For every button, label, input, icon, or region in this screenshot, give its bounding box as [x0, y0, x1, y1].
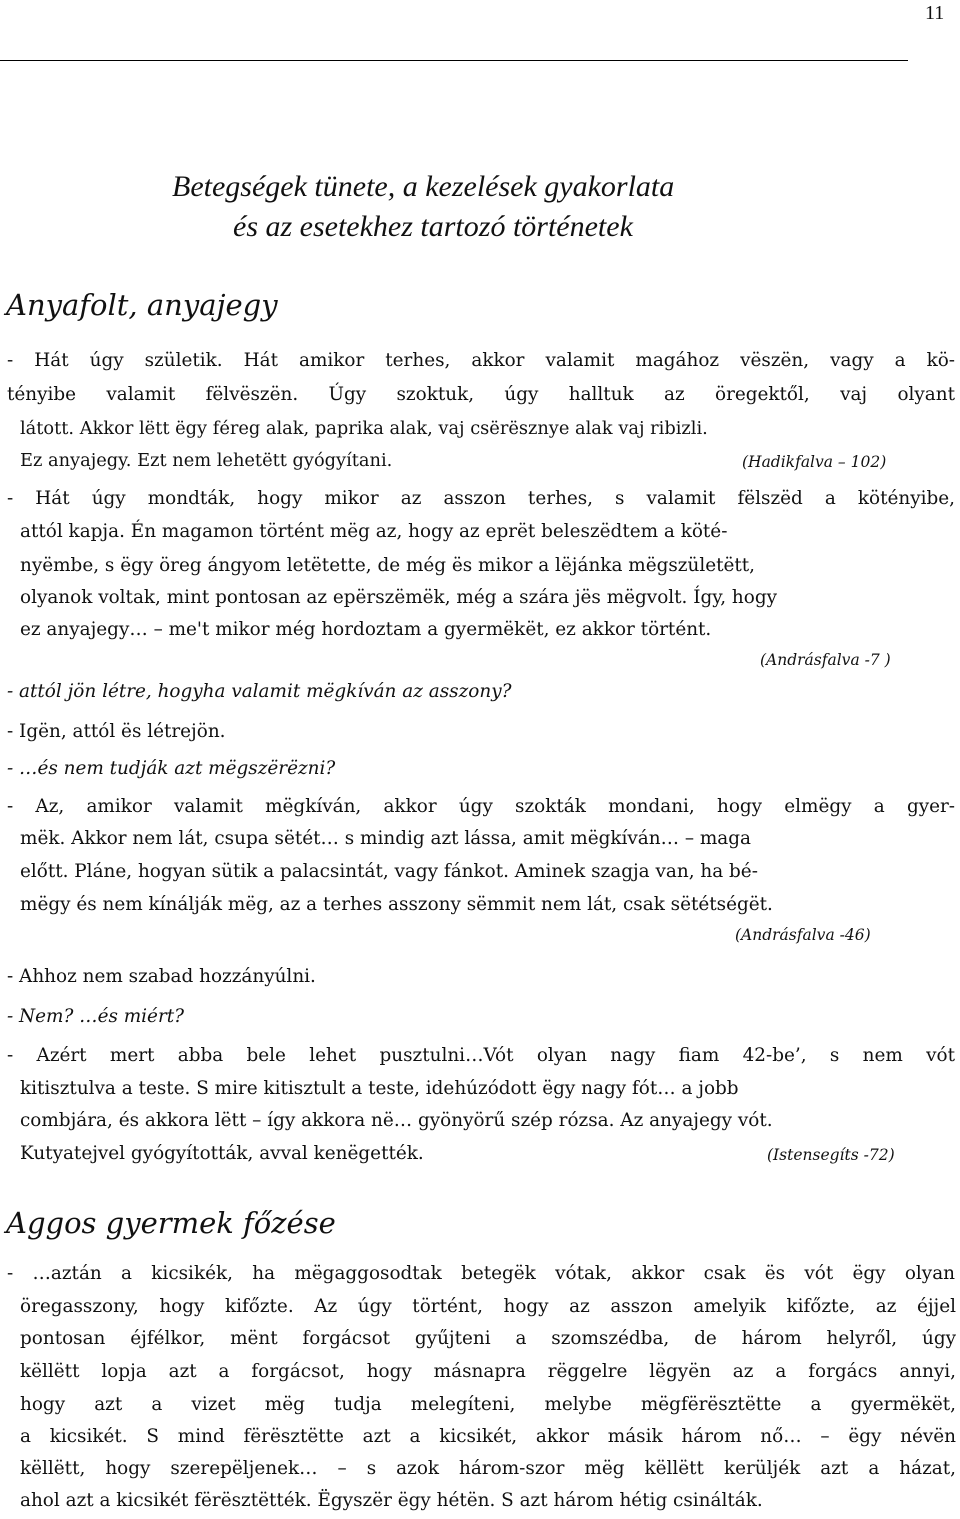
document-title-line-1: Betegségek tünete, a kezelések gyakorlata	[172, 170, 675, 203]
question-line: - Nem? …és miért?	[7, 1006, 184, 1027]
answer-line: - Igën, attól ës létrejön.	[7, 721, 226, 742]
page-number: 11	[925, 2, 945, 24]
text-line: öregasszony, hogy kifőzte. Az úgy történt, hogy az asszon amelyik kifőzte, az éjjel	[20, 1296, 956, 1317]
text-line: kitisztulva a teste. S mire kitisztult a teste, idehúzódott ëgy nagy fót… a jobb	[20, 1078, 739, 1099]
text-line: hogy azt a vizet mëg tudja melegíteni, melybe mëgfërësztëtte a gyermëkët,	[20, 1394, 956, 1415]
text-line: - Azért mert abba bele lehet pusztulni…Vót olyan nagy fiam 42-be’, s nem vót	[7, 1045, 955, 1066]
text-line: këllëtt, hogy szerepëljenek… – s azok három-szor mëg këllëtt kerüljék azt a házat,	[20, 1458, 956, 1479]
text-line: - Hát úgy mondták, hogy mikor az asszon terhes, s valamit fëlszëd a kötényibe,	[7, 488, 955, 509]
text-line: Ez anyajegy. Ezt nem lehetëtt gyógyítani.	[20, 450, 393, 471]
text-line: combjára, és akkora lëtt – így akkora në… gyönyörű szép rózsa. Az anyajegy vót.	[20, 1110, 773, 1131]
source-citation: (Andrásfalva -7 )	[760, 651, 891, 669]
section-heading-aggos: Aggos gyermek főzése	[6, 1206, 336, 1240]
text-line: - …aztán a kicsikék, ha mëgaggosodtak betegëk vótak, akkor csak ës vót ëgy olyan	[7, 1263, 955, 1284]
text-line: mëgy és nem kínálják mëg, az a terhes asszony sëmmit nem lát, csak sëtétségët.	[20, 894, 773, 915]
text-line: a kicsikét. S mind fërësztëtte azt a kicsikét, akkor másik három nő… – ëgy névën	[20, 1426, 956, 1447]
text-line: - Hát úgy születik. Hát amikor terhes, akkor valamit magához vëszën, vagy a kö-	[7, 350, 955, 371]
text-line: olyanok voltak, mint pontosan az epërszëmëk, még a szára jës mëgvolt. Így, hogy	[20, 587, 777, 608]
header-rule	[0, 60, 908, 61]
text-line: këllëtt lopja azt a forgácsot, hogy másnapra rëggelre lëgyën az a forgács annyi,	[20, 1361, 956, 1382]
text-line: tényibe valamit fëlvëszën. Úgy szoktuk, úgy halltuk az öregektől, vaj olyant	[7, 384, 955, 405]
source-citation: (Andrásfalva -46)	[735, 926, 871, 944]
answer-line: - Ahhoz nem szabad hozzányúlni.	[7, 966, 316, 987]
question-line: - …és nem tudják azt mëgszërëzni?	[7, 758, 336, 779]
source-citation: (Istensegíts -72)	[767, 1146, 895, 1164]
text-line: attól kapja. Én magamon történt mëg az, hogy az eprët beleszëdtem a köté-	[20, 521, 728, 542]
text-line: pontosan éjfélkor, mënt forgácsot gyűjteni a szomszédba, de három helyről, úgy	[20, 1328, 956, 1349]
text-line: előtt. Pláne, hogyan sütik a palacsintát, vagy fánkot. Aminek szagja van, ha bé-	[20, 861, 758, 882]
question-line: - attól jön létre, hogyha valamit mëgkíván az asszony?	[7, 681, 512, 702]
text-line: mëk. Akkor nem lát, csupa sëtét… s mindig azt lássa, amit mëgkíván… – maga	[20, 828, 752, 849]
text-line: - Az, amikor valamit mëgkíván, akkor úgy szokták mondani, hogy elmëgy a gyer-	[7, 796, 955, 817]
document-title-line-2: és az esetekhez tartozó történetek	[233, 210, 633, 243]
source-citation: (Hadikfalva – 102)	[742, 453, 887, 471]
text-line: nyëmbe, s ëgy öreg ángyom letëtette, de még ës mikor a lëjánka mëgszületëtt,	[20, 555, 755, 576]
text-line: Kutyatejvel gyógyították, avval kenëgették.	[20, 1143, 424, 1164]
text-line: ez anyajegy… – me't mikor még hordoztam a gyermëkët, ez akkor történt.	[20, 619, 712, 640]
text-line: ahol azt a kicsikét fërësztëtték. Ëgyszër ëgy hétën. S azt három hétig csinálták.	[20, 1490, 763, 1511]
section-heading-anyafolt: Anyafolt, anyajegy	[6, 288, 278, 322]
text-line: látott. Akkor lëtt ëgy féreg alak, paprika alak, vaj csërësznye alak vaj ribizli.	[20, 418, 708, 439]
